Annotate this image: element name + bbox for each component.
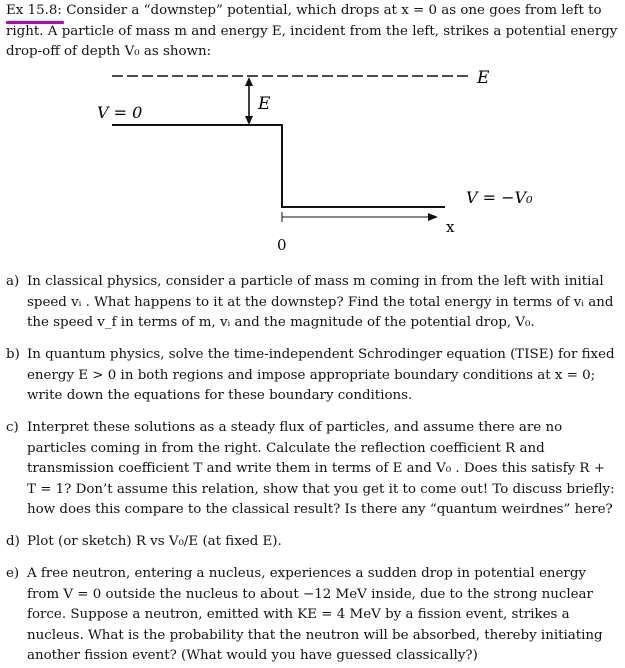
question-text: In quantum physics, solve the time-independent Schrodinger equation (TISE) for fixed energy E > 0 in both regions and impose appropriate boundary conditions at x = 0; write down the equations for these boundary conditions. — [27, 347, 615, 403]
origin-label: 0 — [277, 236, 287, 254]
left-potential-label: V = 0 — [97, 103, 143, 122]
question-b — [6, 345, 618, 407]
energy-arrow-bottom-head — [245, 116, 253, 125]
question-label: d) — [6, 534, 20, 549]
energy-arrow-top-head — [245, 77, 253, 86]
question-e — [6, 564, 618, 667]
intro-text: Consider a “downstep” potential, which drops at x = 0 as one goes from left to right. A particle of mass m and energy E, incident from the left, strikes a potential energy drop-off of depth V₀ as shown: — [6, 3, 618, 59]
potential-curve — [112, 125, 445, 207]
question-d — [6, 532, 618, 553]
x-axis-label: x — [446, 218, 455, 236]
question-text: A free neutron, entering a nucleus, experiences a sudden drop in potential energy from V = 0 outside the nucleus to about −12 MeV inside, due to the strong nuclear force. Suppose a neutron, emitted with KE = 4 MeV by a fission event, strikes a nucleus. What is the probability that the neutron will be absorbed, thereby initiating another fission event? (What would you have guessed classically?) — [27, 566, 603, 663]
question-label: e) — [6, 566, 20, 581]
question-text: Interpret these solutions as a steady flux of particles, and assume there are no particles coming in from the right. Calculate the reflection coefficient R and transmission coefficient T and write them in terms of E and V₀ . Does this satisfy R + T = 1? Don’t assume this relation, show that you get it to come out! To discuss briefly: how does this compare to the classical result? Is there any “quantum weirdnes” here? — [27, 420, 615, 517]
question-c — [6, 418, 618, 521]
question-label: b) — [6, 347, 20, 362]
energy-level-label: E — [477, 68, 490, 88]
downstep-potential-diagram — [0, 62, 625, 262]
right-potential-label: V = −V₀ — [466, 188, 533, 207]
question-label: c) — [6, 420, 19, 435]
question-label: a) — [6, 274, 20, 289]
problem-intro — [6, 1, 618, 63]
highlight-underline — [6, 21, 64, 24]
question-text: Plot (or sketch) R vs V₀/E (at fixed E). — [27, 534, 282, 549]
energy-arrow-label: E — [258, 94, 271, 114]
question-text: In classical physics, consider a particle of mass m coming in from the left with initial speed vᵢ . What happens to it at the downstep? Find the total energy in terms of vᵢ and the speed v_f in terms of m, vᵢ and the magnitude of the potential drop, V₀. — [27, 274, 614, 330]
question-a — [6, 272, 618, 334]
exercise-label: Ex 15.8: — [6, 1, 62, 22]
x-axis-arrowhead — [428, 213, 438, 221]
